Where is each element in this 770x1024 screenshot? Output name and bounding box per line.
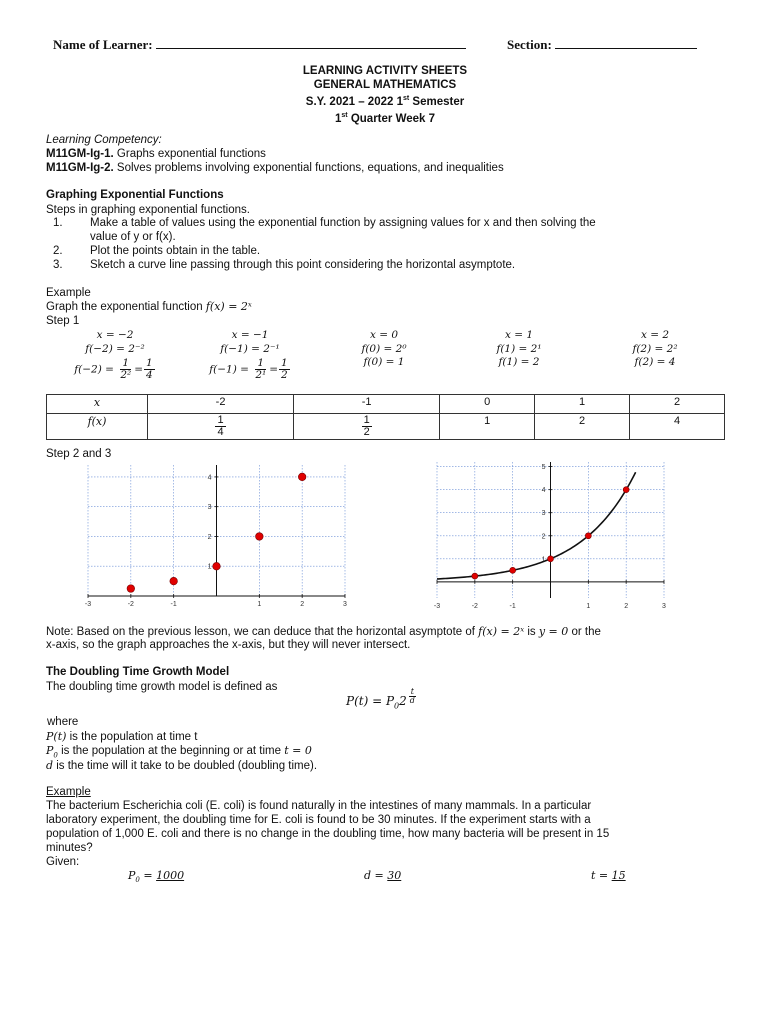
- x-tick-label: 1: [586, 603, 591, 610]
- x-tick-label: -1: [170, 601, 177, 608]
- data-point: [127, 585, 135, 593]
- title-line3: S.Y. 2021 – 2022 1st Semester: [305, 95, 465, 108]
- scatter-plot-chart: [80, 460, 355, 610]
- table-cell: 2: [630, 395, 725, 414]
- calc-col-neg2: x = −2 f(−2) = 2⁻² f(−2) = $\frac{1}{\text{2²}}$ = $\frac{1}{4}$: [74, 329, 153, 381]
- note-line2: x-axis, so the graph approaches the x-axis, but they will never intersect.: [46, 639, 411, 651]
- data-point: [256, 533, 264, 541]
- x-tick-label: 2: [300, 601, 305, 608]
- x-tick-label: 3: [343, 601, 347, 608]
- step23-label: Step 2 and 3: [46, 448, 112, 460]
- doubling-heading: The Doubling Time Growth Model: [46, 666, 230, 678]
- table-cell: $\frac{1}{2}$: [294, 414, 440, 440]
- table-header-fx: f(x): [47, 414, 148, 440]
- doubling-intro: The doubling time growth model is defined as: [46, 681, 278, 693]
- table-cell: 0: [440, 395, 535, 414]
- data-point: [170, 577, 178, 585]
- competency-2: M11GM-Ig-2. Solves problems involving exponential functions, equations, and inequalities: [46, 162, 504, 174]
- y-tick-label: 4: [541, 487, 546, 495]
- given-t: t = 15: [591, 869, 626, 882]
- learner-name-blank[interactable]: [156, 36, 466, 49]
- table-cell: 1: [535, 395, 630, 414]
- example2-p1: The bacterium Escherichia coli (E. coli) is found naturally in the intestines of many mammals. In a particular: [46, 800, 592, 812]
- doubling-formula: $P(t) = P_02$ $\frac{t}{d}$: [346, 687, 415, 711]
- table-cell: 4: [630, 414, 725, 440]
- y-tick-label: 1: [541, 556, 546, 564]
- calc-col-0: x = 0 f(0) = 2⁰ f(0) = 1: [361, 329, 407, 368]
- x-tick-label: 2: [624, 603, 629, 610]
- title-block: [0, 64, 770, 126]
- data-point: [298, 473, 306, 481]
- example2-label: Example: [46, 786, 91, 798]
- step-2-num: 2.: [53, 245, 63, 257]
- where-label: where: [47, 716, 79, 728]
- title-line1: LEARNING ACTIVITY SHEETS: [302, 65, 468, 77]
- data-point: [548, 556, 554, 562]
- step-2-text: Plot the points obtain in the table.: [90, 245, 261, 257]
- example2-p4: minutes?: [46, 842, 93, 854]
- note-line1: Note: Based on the previous lesson, we can deduce that the horizontal asymptote of f(x) = 2ˣ is y = 0 or the: [46, 625, 601, 638]
- table-cell: $\frac{1}{4}$: [148, 414, 294, 440]
- given-d: d = 30: [364, 869, 402, 882]
- y-tick-label: 3: [207, 504, 212, 512]
- section-label: Section:: [507, 37, 552, 52]
- y-tick-label: 2: [207, 533, 212, 541]
- example2-p3: population of 1,000 E. coli and there is no change in the doubling time, how many bacteria will be present in 15: [46, 828, 610, 840]
- x-tick-label: 3: [662, 603, 666, 610]
- table-row-x: [47, 395, 725, 414]
- table-header-x: x: [47, 395, 148, 414]
- learner-name-field[interactable]: [53, 36, 466, 53]
- example1-step1: Step 1: [46, 315, 80, 327]
- step-1-num: 1.: [53, 217, 63, 229]
- table-of-values: [46, 394, 725, 440]
- given-label: Given:: [46, 856, 80, 868]
- example2-p2: laboratory experiment, the doubling time for E. coli is found to be 30 minutes. If the experiment starts with a: [46, 814, 591, 826]
- competency-heading: Learning Competency:: [46, 134, 162, 146]
- y-tick-label: 4: [207, 474, 212, 482]
- data-point: [623, 487, 629, 493]
- section-blank[interactable]: [555, 36, 697, 49]
- y-tick-label: 3: [541, 510, 546, 518]
- exponential-curve-chart: [432, 456, 672, 611]
- where-2: $P_0$ is the population at the beginning or at time t = 0: [46, 744, 312, 760]
- calc-col-neg1: x = −1 f(−1) = 2⁻¹ f(−1) = $\frac{1}{\text{2¹}}$ = $\frac{1}{2}$: [209, 329, 288, 381]
- data-point: [213, 562, 221, 570]
- series-line: [437, 472, 636, 579]
- table-row-fx: [47, 414, 725, 440]
- step-3-text: Sketch a curve line passing through this point considering the horizontal asymptote.: [90, 259, 516, 271]
- where-1: P(t) is the population at time t: [46, 730, 198, 743]
- graphing-intro: Steps in graphing exponential functions.: [46, 204, 250, 216]
- x-tick-label: -2: [471, 603, 478, 610]
- y-tick-label: 2: [541, 533, 546, 541]
- title-line4: 1st Quarter Week 7: [335, 111, 435, 125]
- step-1-text-a: Make a table of values using the exponential function by assigning values for x and then solving the: [90, 217, 596, 229]
- example1-label: Example: [46, 287, 91, 299]
- step-1-text-b: value of y or f(x).: [90, 231, 176, 243]
- example1-task: Graph the exponential function f(x) = 2ˣ: [46, 300, 252, 313]
- given-p0: $P_0 = 1000$: [128, 869, 185, 885]
- x-tick-label: 1: [257, 601, 262, 608]
- data-point: [472, 573, 478, 579]
- where-3: d is the time will it take to be doubled (doubling time).: [46, 759, 318, 772]
- title-line2: GENERAL MATHEMATICS: [313, 79, 457, 91]
- step-3-num: 3.: [53, 259, 63, 271]
- section-field[interactable]: [507, 36, 697, 53]
- data-point: [585, 533, 591, 539]
- x-tick-label: -2: [127, 601, 134, 608]
- table-cell: -2: [148, 395, 294, 414]
- table-cell: 1: [440, 414, 535, 440]
- y-tick-label: 1: [207, 563, 212, 571]
- learner-name-label: Name of Learner:: [53, 37, 153, 52]
- calc-col-1: x = 1 f(1) = 2¹ f(1) = 2: [496, 329, 542, 368]
- graphing-heading: Graphing Exponential Functions: [46, 189, 224, 201]
- x-tick-label: -1: [509, 603, 516, 610]
- calc-col-2: x = 2 f(2) = 2² f(2) = 4: [632, 329, 678, 368]
- data-point: [510, 567, 516, 573]
- competency-1: M11GM-Ig-1. Graphs exponential functions: [46, 148, 266, 160]
- table-cell: 2: [535, 414, 630, 440]
- table-cell: -1: [294, 395, 440, 414]
- y-tick-label: 5: [541, 464, 546, 472]
- x-tick-label: -3: [84, 601, 92, 608]
- x-tick-label: -3: [433, 603, 441, 610]
